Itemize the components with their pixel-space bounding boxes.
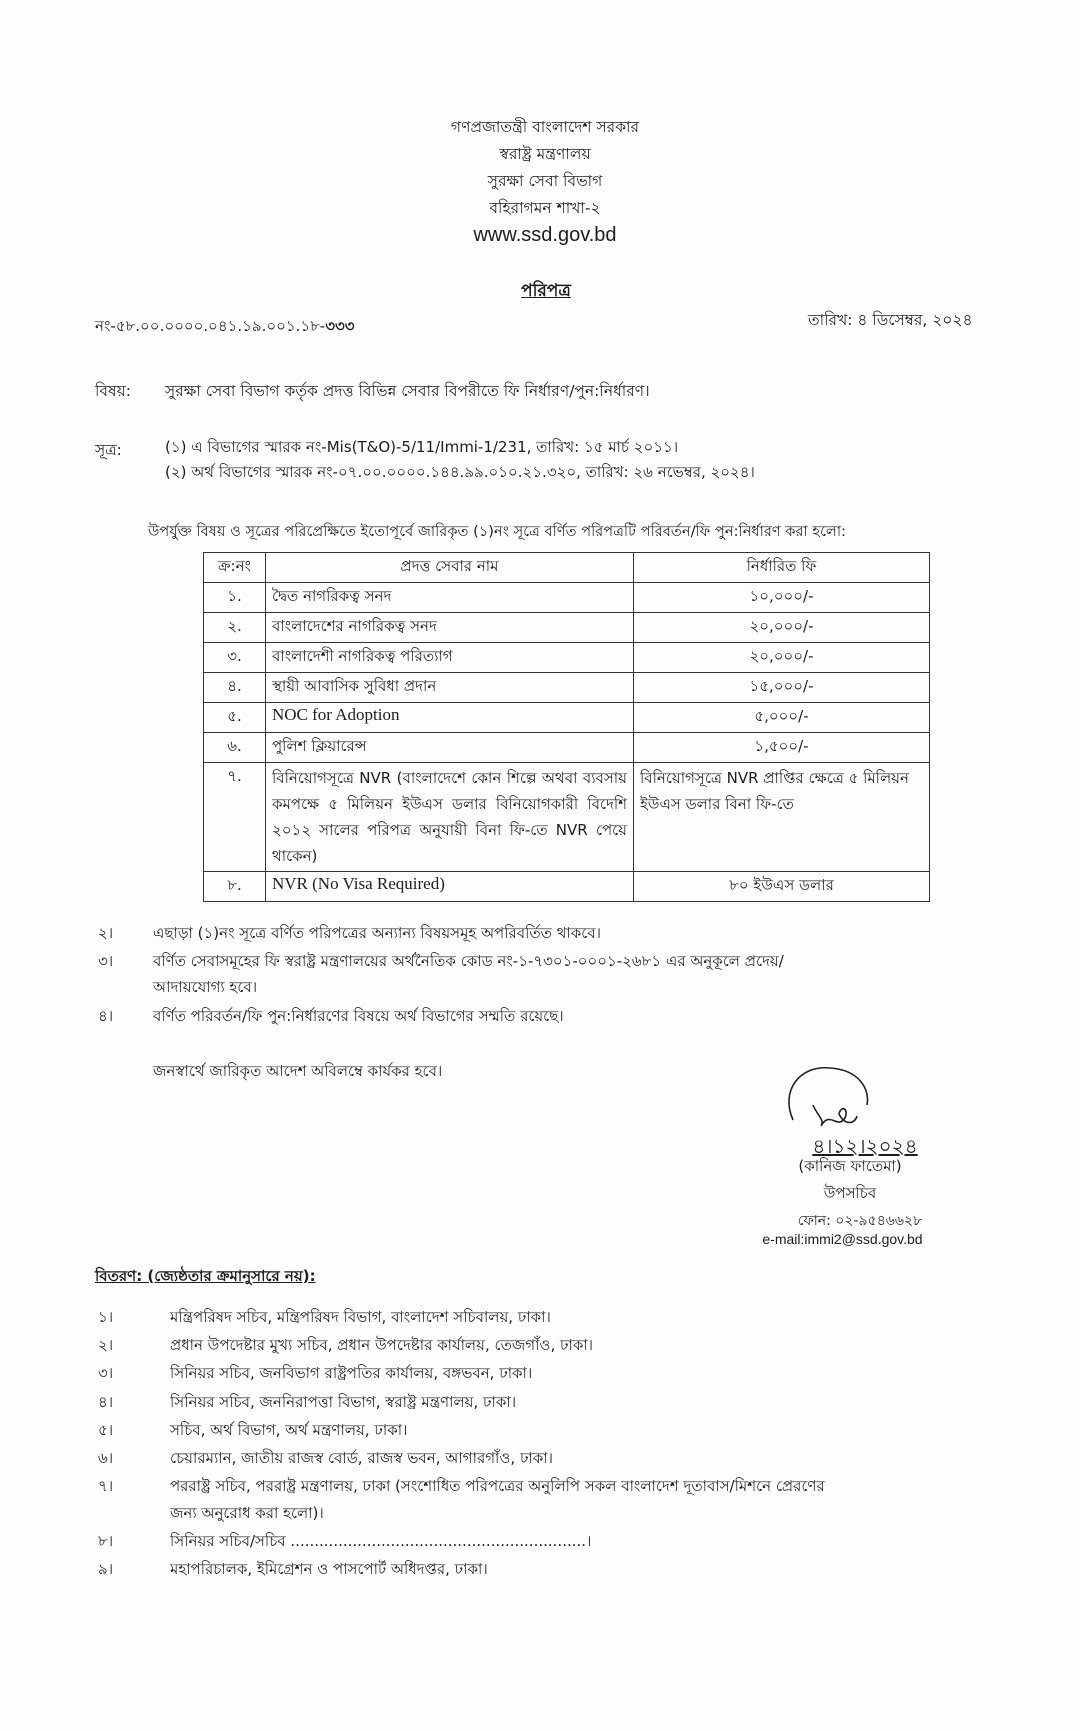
signer-phone: ফোন: ০২-৯৫৪৬৬২৮ <box>797 1213 923 1229</box>
row-serial: ১. <box>204 583 266 613</box>
distribution-item <box>98 1419 407 1444</box>
point-text: বর্ণিত পরিবর্তন/ফি পুন:নির্ধারণের বিষয়ে অর্থ বিভাগের সম্মতি রয়েছে। <box>153 1007 564 1025</box>
row-service-name: NVR (No Visa Required) <box>266 872 634 902</box>
row-fee: ১০,০০০/- <box>634 583 930 613</box>
distribution-item <box>98 1362 532 1387</box>
row-service-name: বাংলাদেশী নাগরিকত্ব পরিত্যাগ <box>266 643 634 673</box>
signer-designation: উপসচিব <box>823 1184 877 1202</box>
row-service-name: NOC for Adoption <box>266 703 634 733</box>
table-row <box>204 613 930 643</box>
distribution-number: ৫। <box>98 1421 114 1439</box>
header-serial: ক্র:নং <box>204 553 266 583</box>
website-link[interactable]: www.ssd.gov.bd <box>473 224 617 246</box>
distribution-item <box>98 1334 593 1359</box>
row-serial: ৭. <box>204 763 266 872</box>
memo-number-suffix: ৩৩৩ <box>325 317 355 335</box>
table-row <box>204 673 930 703</box>
row-service-name: বিনিয়োগসূত্রে NVR (বাংলাদেশে কোন শিল্পে অথবা ব্যবসায় কমপক্ষে ৫ মিলিয়ন ইউএস ডলার বিনিয়োগকারী বিদেশি ২০১২ সালের পরিপত্র অনুযায়ী বিনা ফি-তে NVR পেয়ে থাকেন) <box>266 763 634 872</box>
row-service-name: দ্বৈত নাগরিকত্ব সনদ <box>266 583 634 613</box>
distribution-item <box>98 1475 825 1500</box>
point-number: ৩। <box>98 952 114 970</box>
point-number: ৪। <box>98 1007 114 1025</box>
header-service-name: প্রদত্ত সেবার নাম <box>266 553 634 583</box>
row-serial: ৫. <box>204 703 266 733</box>
memo-number-prefix: নং-৫৮.০০.০০০০.০৪১.১৯.০০১.১৮- <box>95 317 326 335</box>
row-serial: ৪. <box>204 673 266 703</box>
row-serial: ২. <box>204 613 266 643</box>
row-serial: ৬. <box>204 733 266 763</box>
point-text: এছাড়া (১)নং সূত্রে বর্ণিত পরিপত্রের অন্যান্য বিষয়সমূহ অপরিবর্তিত থাকবে। <box>153 924 601 942</box>
table-row <box>204 763 930 872</box>
signature-date: ৪।১২।২০২৪ <box>812 1134 918 1158</box>
point-4 <box>98 1005 564 1030</box>
memo-number <box>95 315 355 340</box>
reference-item-1: (১) এ বিভাগের স্মারক নং-Mis(T&O)-5/11/Immi-1/231, তারিখ: ১৫ মার্চ ২০১১। <box>165 438 679 456</box>
table-row <box>204 583 930 613</box>
distribution-item <box>98 1306 551 1331</box>
header-division: সুরক্ষা সেবা বিভাগ <box>487 172 603 190</box>
signer-name: (কানিজ ফাতেমা) <box>798 1157 902 1175</box>
header-govt: গণপ্রজাতন্ত্রী বাংলাদেশ সরকার <box>450 118 640 136</box>
point-3-continued: আদায়যোগ্য হবে। <box>153 978 258 996</box>
row-serial: ৩. <box>204 643 266 673</box>
row-fee: ৫,০০০/- <box>634 703 930 733</box>
table-row <box>204 703 930 733</box>
distribution-title: বিতরণ: (জ্যেষ্ঠতার ক্রমানুসারে নয়): <box>95 1267 316 1285</box>
memo-date: তারিখ: ৪ ডিসেম্বর, ২০২৪ <box>808 311 973 329</box>
distribution-text: চেয়ারম্যান, জাতীয় রাজস্ব বোর্ড, রাজস্ব ভবন, আগারগাঁও, ঢাকা। <box>170 1449 553 1467</box>
distribution-text: সিনিয়র সচিব/সচিব ..............................................................। <box>170 1532 592 1550</box>
distribution-number: ৩। <box>98 1364 114 1382</box>
signer-email[interactable]: e-mail:immi2@ssd.gov.bd <box>762 1231 923 1247</box>
row-fee: ২০,০০০/- <box>634 643 930 673</box>
distribution-text: মহাপরিচালক, ইমিগ্রেশন ও পাসপোর্ট অধিদপ্তর, ঢাকা। <box>170 1560 488 1578</box>
row-service-name: স্থায়ী আবাসিক সুবিধা প্রদান <box>266 673 634 703</box>
header-branch: বহিরাগমন শাখা-২ <box>489 199 601 217</box>
distribution-number: ৭। <box>98 1477 114 1495</box>
table-row <box>204 643 930 673</box>
header-ministry: স্বরাষ্ট্র মন্ত্রণালয় <box>499 145 591 163</box>
distribution-text: সচিব, অর্থ বিভাগ, অর্থ মন্ত্রণালয়, ঢাকা। <box>170 1421 408 1439</box>
point-text: বর্ণিত সেবাসমূহের ফি স্বরাষ্ট্র মন্ত্রণালয়ের অর্থনৈতিক কোড নং-১-৭৩০১-০০০১-২৬৮১ এর অনুকূলে প্রদেয়/ <box>153 952 784 970</box>
header-fee: নির্ধারিত ফি <box>634 553 930 583</box>
distribution-text: সিনিয়র সচিব, জনবিভাগ রাষ্ট্রপতির কার্যালয়, বঙ্গভবন, ঢাকা। <box>170 1364 533 1382</box>
point-3 <box>98 950 784 975</box>
doc-title: পরিপত্র <box>521 281 571 301</box>
point-2 <box>98 922 601 947</box>
distribution-number: ২। <box>98 1336 114 1354</box>
subject-text: সুরক্ষা সেবা বিভাগ কর্তৃক প্রদত্ত বিভিন্ন সেবার বিপরীতে ফি নির্ধারণ/পুন:নির্ধারণ। <box>165 382 650 400</box>
table-header-row <box>204 553 930 583</box>
table-row <box>204 872 930 902</box>
distribution-number: ৬। <box>98 1449 114 1467</box>
effective-statement: জনস্বার্থে জারিকৃত আদেশ অবিলম্বে কার্যকর হবে। <box>153 1062 443 1080</box>
distribution-item <box>98 1391 516 1416</box>
header-website[interactable] <box>0 222 1080 250</box>
row-fee: ১৫,০০০/- <box>634 673 930 703</box>
intro-text: উপর্যুক্ত বিষয় ও সূত্রের পরিপ্রেক্ষিতে ইতোপূর্বে জারিকৃত (১)নং সূত্রে বর্ণিত পরিপত্রটি পরিবর্তন/ফি পুন:নির্ধারণ করা হলো: <box>148 523 846 540</box>
row-fee: ২০,০০০/- <box>634 613 930 643</box>
row-fee: বিনিয়োগসূত্রে NVR প্রাপ্তির ক্ষেত্রে ৫ মিলিয়ন ইউএস ডলার বিনা ফি-তে <box>634 763 930 872</box>
distribution-text: পররাষ্ট্র সচিব, পররাষ্ট্র মন্ত্রণালয়, ঢাকা (সংশোধিত পরিপত্রের অনুলিপি সকল বাংলাদেশ দূতাবাস/মিশনে প্রেরণের <box>170 1477 825 1495</box>
row-fee: ১,৫০০/- <box>634 733 930 763</box>
distribution-text: প্রধান উপদেষ্টার মুখ্য সচিব, প্রধান উপদেষ্টার কার্যালয়, তেজগাঁও, ঢাকা। <box>170 1336 594 1354</box>
distribution-item <box>98 1447 553 1472</box>
row-service-name: বাংলাদেশের নাগরিকত্ব সনদ <box>266 613 634 643</box>
distribution-text: মন্ত্রিপরিষদ সচিব, মন্ত্রিপরিষদ বিভাগ, বাংলাদেশ সচিবালয়, ঢাকা। <box>170 1308 551 1326</box>
reference-label: সূত্র: <box>95 441 122 459</box>
row-serial: ৮. <box>204 872 266 902</box>
distribution-text: সিনিয়র সচিব, জননিরাপত্তা বিভাগ, স্বরাষ্ট্র মন্ত্রণালয়, ঢাকা। <box>170 1393 517 1411</box>
row-fee: ৮০ ইউএস ডলার <box>634 872 930 902</box>
distribution-number: ৮। <box>98 1532 114 1550</box>
distribution-item <box>98 1530 591 1555</box>
row-service-name: পুলিশ ক্লিয়ারেন্স <box>266 733 634 763</box>
table-row <box>204 733 930 763</box>
distribution-number: ৪। <box>98 1393 114 1411</box>
distribution-item <box>98 1558 488 1583</box>
reference-item-2: (২) অর্থ বিভাগের স্মারক নং-০৭.০০.০০০০.১৪৪.৯৯.০১০.২১.৩২০, তারিখ: ২৬ নভেম্বর, ২০২৪। <box>165 463 755 481</box>
subject-label: বিষয়: <box>95 382 131 400</box>
fee-table <box>203 552 930 902</box>
distribution-number: ১। <box>98 1308 114 1326</box>
distribution-number: ৯। <box>98 1560 114 1578</box>
point-number: ২। <box>98 924 114 942</box>
distribution-item-continued: জন্য অনুরোধ করা হলো)। <box>170 1504 324 1522</box>
